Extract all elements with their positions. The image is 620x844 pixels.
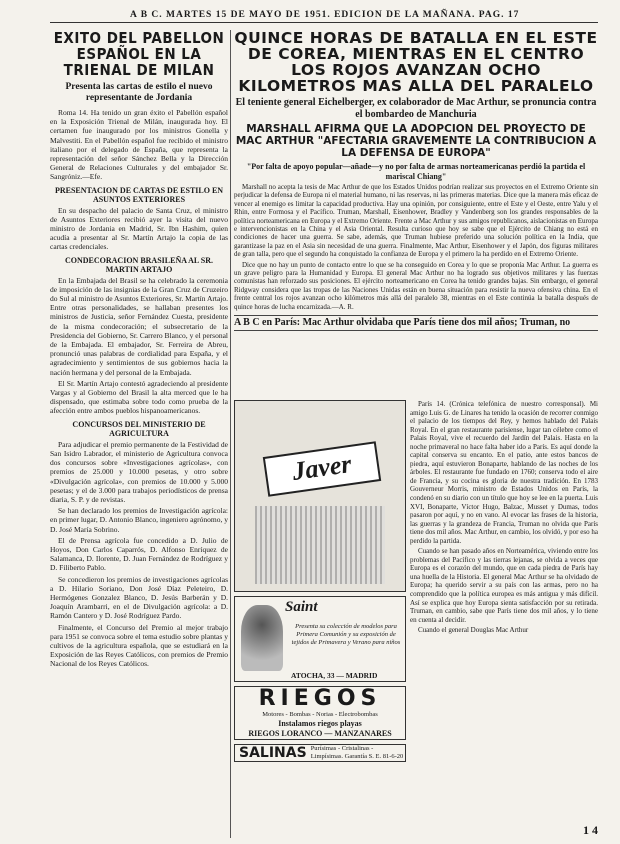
paris-article bbox=[410, 400, 598, 637]
right-column bbox=[234, 30, 598, 335]
salinas-brand: SALINAS bbox=[239, 745, 307, 761]
body-paragraph: Marshall no acepta la tesis de Mac Arthur de que los Estados Unidos podrían realizar sus proyectos en el Extremo Oriente sin perjudicar la defensa de Europa ni el material humano, ni las reservas, ni las primeras materias. Dice que la manera más eficaz de vencer al enemigo es limitar la capacidad productiva. Hay una opinión, por consiguiente, entre el Este y el Oeste, entre Yalu y el Rhin, entre Formosa y el Pacífico. Truman, Marshall, Eisenhower, Bradley y Vandenberg son los grandes responsables de la política norteamericana en Europa y el Extremo Oriente. Frente a Mac Arthur y sus amigos republicanos, aislacionistas en Europa e intervencionistas en la China y el Asia Oriental. Resulta curioso que hoy se sabe que el Ejército de Chiang no está en condiciones de hacer una guerra. Se sabe, además, que Truman hubiese preferido una solución política en la India, que garantizase la paz en el Asia sin necesidad de una guerra. Finalmente, Mac Arthur, Eisenhower y el Japón, dos figuras militares de gran talla, pero que el segundo ha conquistado la confianza de Europa y el primero la ha perdido en el Extremo Oriente. bbox=[234, 183, 598, 259]
header-rule bbox=[50, 22, 598, 23]
left-paragraph: En su despacho del palacio de Santa Cruz, el ministro de Asuntos Exteriores recibió ayer la visita del nuevo ministro de Jordania en Madrid, Sr. Ibn Hashim, quien acudía a presentar al Sr. Martín Artajo la copia de las cartas credenciales. bbox=[50, 205, 228, 252]
left-paragraph: Se concedieron los premios de investigaciones agrícolas a D. Hilario Soriano, Don José Díaz Peleteiro, D. Hermógenes Gonzalez Blanco, D. Jesús Barberán y D. Joaquín Arambarri, en el de Divulgación agrícola: a D. Ramón Cantero y D. José Rodríguez Pardo. bbox=[50, 574, 228, 621]
riegos-ad bbox=[234, 686, 406, 740]
paris-headline: A B C en París: Mac Arthur olvidaba que París tiene dos mil años; Truman, no bbox=[234, 315, 598, 331]
riegos-line: Instalamos riegos playas bbox=[278, 719, 362, 728]
saint-ad bbox=[234, 596, 406, 682]
body-paragraph: Dice que no hay un punto de contacto entre lo que se ha conseguido en Corea y lo que se proponía Mac Arthur. La guerra es un grave peligro para la Humanidad y Europa. El general Mac Arthur no ha logrado sus objetivos militares y las fuerzas comunistas han reforzado sus posiciones. El ejército norteamericano en Corea ha tenido grandes bajas. Sin embargo, el general Ridgway considera que las tropas de las Naciones Unidas están en buena situación para resistir la nueva ofensiva china. En el frente central los rojos avanzan ocho kilómetros más allá del paralelo 38, mientras en el Este continúa la batalla después de quince horas de lucha encarnizada.—A. R. bbox=[234, 260, 598, 311]
main-deck-secondary: MARSHALL AFIRMA QUE LA ADOPCION DEL PROYECTO DE MAC ARTHUR "AFECTARIA GRAVEMENTE LA CONTRIBUCION A LA DEFENSA DE EUROPA" bbox=[235, 123, 597, 159]
main-headline: QUINCE HORAS DE BATALLA EN EL ESTE DE COREA, MIENTRAS EN EL CENTRO LOS ROJOS AVANZAN OCHO KILOMETROS MAS ALLA DEL PARALELO bbox=[234, 29, 598, 95]
javer-illustration bbox=[255, 506, 385, 584]
salinas-text: Purísimas - Cristalinas - Limpísimas. Garantía S. E. 81-6-20 bbox=[310, 745, 404, 760]
riegos-line: Motores - Bombas - Norias - Electrobombas bbox=[262, 711, 378, 718]
left-subhead: CONDECORACION BRASILEÑA AL SR. MARTIN ARTAJO bbox=[64, 255, 214, 274]
left-paragraph: El Sr. Martín Artajo contestó agradeciendo al presidente Vargas y al Gobierno del Brasil la alta merced que le ha dispensado, que estimaba sobre todo como prueba de la afección entre ambos pueblos hispanoamericanos. bbox=[50, 378, 228, 416]
salinas-ad bbox=[234, 744, 406, 762]
paris-paragraph: Cuando se han pasado años en Norteamérica, viviendo entre los problemas del Pacífico y las tierras lejanas, se olvida a veces que Europa es el corazón del mundo, que en cada piedra de París hay una huella de la Historia. El general Mac Arthur se ha olvidado de Europa; ha querido servir a su país con las armas, pero no ha comprendido que la política europea es más antigua y más difícil. Así se explica que hoy Europa sienta satisfacción por su retirada. Truman, en cambio, sabe que París tiene dos mil años, y lo tiene en cuenta al decidir. bbox=[410, 547, 598, 624]
left-paragraph: El de Prensa agrícola fue concedido a D. Julio de Hoyos, Don Carlos Caparrós, D. Alfonso Enríquez de Salamanca, D. Ilorente, D. Juan Fernández de Rodríguez y D. Filiberto Pablo. bbox=[50, 535, 228, 573]
left-paragraph: Roma 14. Ha tenido un gran éxito el Pabellón español en la Exposición Trienal de Milán, inaugurada hoy. El certamen fue inaugurado por los ministros Gonella y Malvestiti. En el Pabellón español fue recibido el ministro italiano por el delegado de España, que representa la representación del señor Sánchez Bella y la Dirección General de Relaciones Culturales y del embajador Sr. Sangróniz.—Efe. bbox=[50, 108, 228, 182]
saint-text: Presenta su colección de modelos para Primera Comunión y su exposición de tejidos de Primavera y Verano para niños bbox=[291, 623, 401, 646]
javer-ad bbox=[234, 400, 406, 592]
saint-brand: Saint bbox=[285, 599, 318, 615]
ads-column bbox=[234, 400, 404, 762]
left-column bbox=[50, 30, 228, 671]
column-divider bbox=[230, 30, 231, 838]
left-subhead: PRESENTACION DE CARTAS DE ESTILO EN ASUNTOS EXTERIORES bbox=[54, 185, 224, 204]
left-paragraph: En la Embajada del Brasil se ha celebrado la ceremonia de imposición de las insignias de la Gran Cruz de Cruzeiro do Sul al ministro de Asuntos Exteriores, Sr. Martín Artajo. Entre otras personalidades, se hallaban presentes los ministros de Justicia, señor Fernández Cuesta, presidente de la misma condecoración; el subsecretario de la Presidencia del Gobierno, Sr. Carrero Blanco, y el personal de la Embajada. El embajador, Sr. Ferreira de Abreu, pronunció unas palabras de cordialidad para España, y el agradecimiento y sentimientos de sus gobiernos hacia la nación hermana y del personal de la Embajada. bbox=[50, 275, 228, 377]
javer-logo: Javer bbox=[263, 441, 381, 496]
dress-illustration bbox=[241, 605, 283, 671]
main-body bbox=[234, 183, 598, 311]
main-lead: "Por falta de apoyo popular—añade—y no por falta de armas norteamericanas perdió la partida el mariscal Chiang" bbox=[246, 162, 586, 181]
main-deck: El teniente general Eichelberger, ex colaborador de Mac Arthur, se pronuncia contra el bombardeo de Manchuria bbox=[235, 97, 597, 120]
paris-paragraph: Cuando el general Douglas Mac Arthur bbox=[418, 626, 529, 635]
left-paragraph: Finalmente, el Concurso del Premio al mejor trabajo para 1951 se convoca sobre el tema estudio sobre plantas y cultivos de la agricultura española, que se estudiará en la Exposición de las Reyes Católicos, con premios de Premio Nacional de los Reyes Católicos. bbox=[50, 622, 228, 669]
riegos-brand: RIEGOS bbox=[258, 686, 382, 711]
riegos-line: RIEGOS LORANCO — MANZANARES bbox=[248, 729, 392, 738]
saint-address: ATOCHA, 33 — MADRID bbox=[291, 671, 378, 680]
left-deck: Presenta las cartas de estilo el nuevo representante de Jordania bbox=[65, 82, 213, 103]
left-headline: EXITO DEL PABELLON ESPAÑOL EN LA TRIENAL DE MILAN bbox=[53, 29, 225, 79]
page-header: A B C. MARTES 15 DE MAYO DE 1951. EDICION DE LA MAÑANA. PAG. 17 bbox=[130, 10, 520, 20]
paris-paragraph: París 14. (Crónica telefónica de nuestro corresponsal). Mi amigo Luis G. de Linares ha tenido la ocasión de recorrer conmigo el palacio de los tiempos del Rey, y hemos hablado del Palais Royal. En el gran restaurante parisiense, lugar tan célebre como el Palais Royal, vive el recuerdo del Jardín del Palais. Hasta en la noche primaveral no hace falta haber ido a París. Es aquí donde la capital conserva su encanto. En el patio, ante estos bancos de piedra, aquí estuvieron Bonaparte, hablando de las noches de los árboles. El restaurante fue fundado en 1760; conserva todo el aire de Francia, y su cocina es gloria de nuestra tradición. En 1783 Gouverneur Morris, ministro de Estados Unidos en París, la condenó en su diario con un título que hoy se lee en la puerta. Luis XVI, Bonaparte, Víctor Hugo, Balzac, Musset y Dumas, todos pasaron por aquí, y no en vano. Al evocar las frases de la historia, las guerras y la grandeza de Francia, Truman no olvida que París tiene dos mil años. Mac Arthur, en cambio, los olvidó, y por eso ha perdido la partida. bbox=[410, 400, 598, 545]
page-marker: 1 4 bbox=[583, 823, 598, 837]
left-paragraph: Se han declarado los premios de Investigación agrícola: en primer lugar, D. Antonio Blanco, ingeniero agrónomo, y D. José María Sobrino. bbox=[50, 506, 228, 534]
left-paragraph: Para adjudicar el premio permanente de la Festividad de San Isidro Labrador, el ministerio de Agricultura convoca dos concursos sobre «Investigaciones agrícolas», con premios de 25.000 y 10.000 pesetas, y otro sobre «Divulgación agrícola», con premios de 10.000 y 5.000 pesetas; y el de 3.000 para trabajos periodísticos de prensa diaria, S. P. y de revistas. bbox=[50, 439, 228, 504]
left-subhead: CONCURSOS DEL MINISTERIO DE AGRICULTURA bbox=[72, 419, 206, 438]
